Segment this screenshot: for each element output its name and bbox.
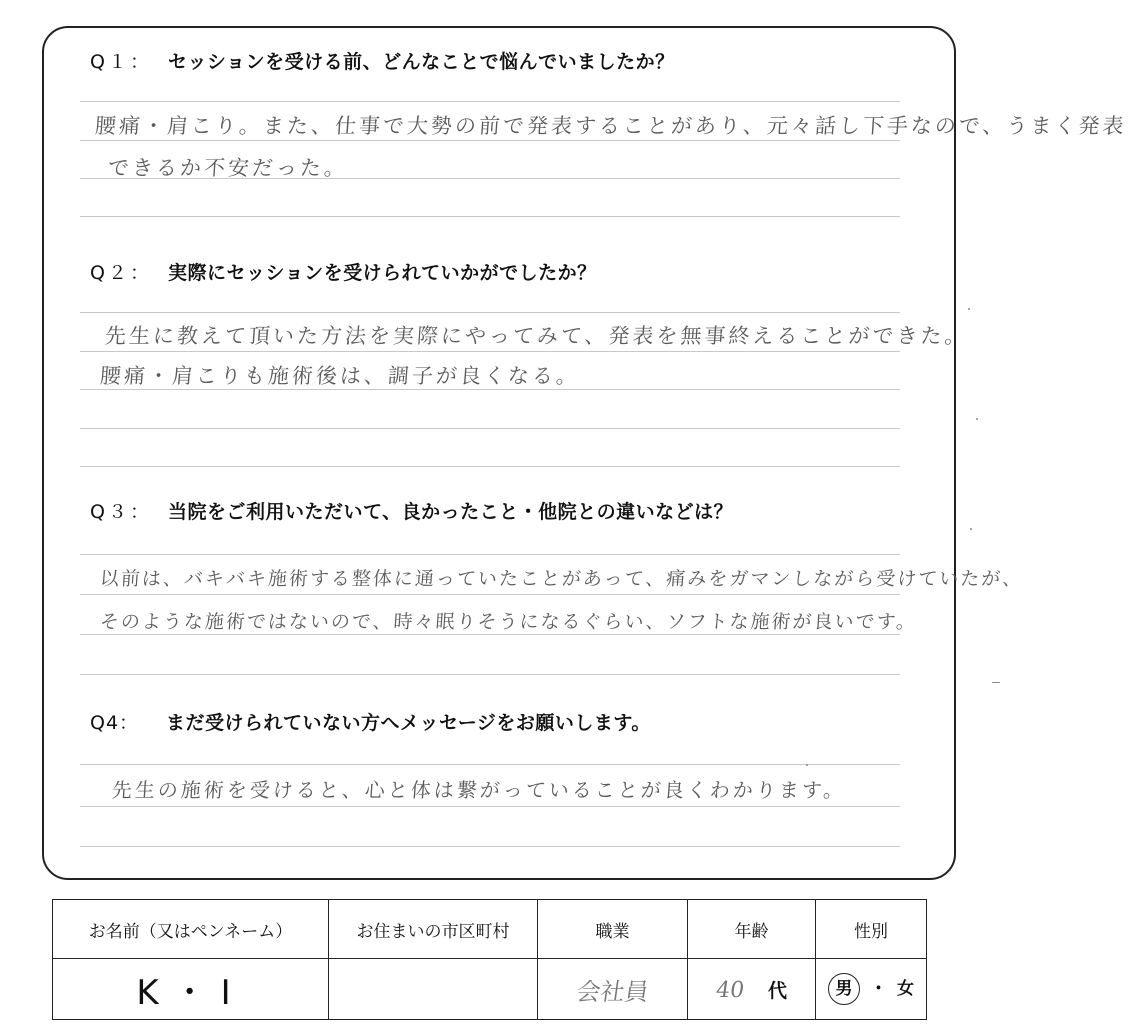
scan-speck (970, 528, 972, 530)
answer-rule (80, 554, 900, 555)
question-number: Q１： (90, 51, 152, 73)
answer-rule (80, 101, 900, 102)
answer-line: 先生の施術を受けると、心と体は繋がっていることが良くわかります。 (111, 778, 848, 802)
answer-rule (80, 634, 900, 635)
answer-rule (80, 806, 900, 807)
question-text: まだ受けられていない方へメッセージをお願いします。 (166, 712, 651, 734)
age-header: 年齢 (688, 900, 816, 959)
job-cell (538, 959, 688, 1020)
address-header: お住まいの市区町村 (329, 900, 538, 959)
answer-rule (80, 674, 900, 675)
answer-rule (80, 764, 900, 765)
answer-rule (80, 351, 900, 352)
answer-line: 以前は、バキバキ施術する整体に通っていたことがあって、痛みをガマンしながら受けていたが、 (99, 568, 1025, 590)
question-3 (90, 497, 733, 524)
name-cell (53, 959, 329, 1020)
question-2 (90, 258, 597, 285)
scan-speck (806, 764, 808, 766)
age-unit: 代 (767, 979, 787, 1002)
address-cell (329, 959, 538, 1020)
question-1 (90, 47, 675, 74)
info-value-row (53, 959, 927, 1020)
answer-line: できるか不安だった。 (107, 156, 349, 180)
answer-line: 先生に教えて頂いた方法を実際にやってみて、発表を無事終えることができた。 (104, 324, 970, 348)
answer-line: 腰痛・肩こりも施術後は、調子が良くなる。 (99, 364, 581, 388)
name-value: K・I (136, 972, 245, 1013)
job-header: 職業 (538, 900, 688, 959)
scan-speck (968, 308, 970, 310)
info-header-row (53, 900, 927, 959)
question-number: Q３： (90, 501, 152, 523)
sex-male-circled: 男 (828, 973, 860, 1005)
sex-header: 性別 (816, 900, 927, 959)
answer-rule (80, 140, 900, 141)
answer-line: そのような施術ではないので、時々眠りそうになるぐらい、ソフトな施術が良いです。 (99, 611, 918, 633)
sex-cell (816, 959, 927, 1020)
answer-rule (80, 594, 900, 595)
name-header: お名前（又はペンネーム） (53, 900, 329, 959)
age-number: 40 (714, 977, 746, 1003)
answer-rule (80, 312, 900, 313)
answer-rule (80, 216, 900, 217)
question-text: セッションを受ける前、どんなことで悩んでいましたか？ (168, 51, 675, 73)
question-text: 実際にセッションを受けられていかがでしたか？ (168, 262, 597, 284)
answer-rule (80, 846, 900, 847)
question-number: Q4： (90, 712, 140, 734)
answer-rule (80, 466, 900, 467)
respondent-info-table (52, 899, 927, 1020)
question-4 (90, 708, 651, 735)
age-cell (688, 959, 816, 1020)
question-number: Q２： (90, 262, 152, 284)
sex-female: 女 (897, 979, 914, 999)
scan-speck (992, 682, 1000, 683)
answer-rule (80, 428, 900, 429)
scan-speck (976, 418, 978, 420)
sex-separator: ・ (870, 979, 887, 999)
question-text: 当院をご利用いただいて、良かったこと・他院との違いなどは？ (168, 501, 734, 523)
answer-line: 腰痛・肩こり。また、仕事で大勢の前で発表することがあり、元々話し下手なので、うまく発表 (94, 114, 1128, 138)
job-value: 会社員 (574, 977, 651, 1006)
